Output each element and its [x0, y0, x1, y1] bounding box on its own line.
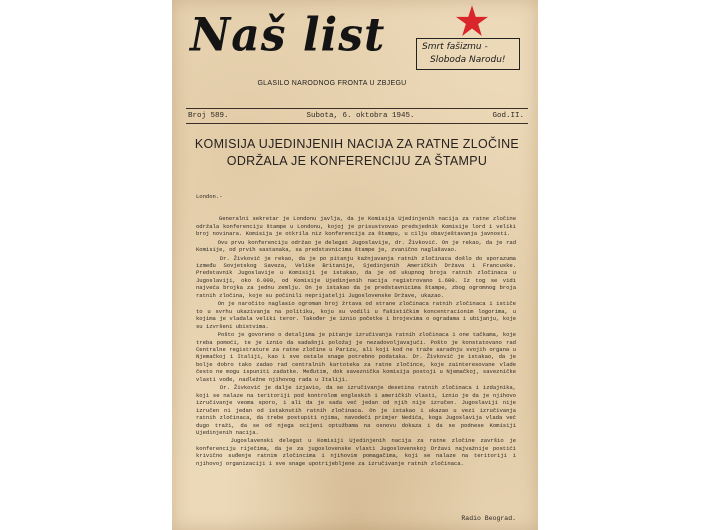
issue-date: Subota, 6. oktobra 1945. [306, 112, 415, 120]
article-paragraph: Ovu prvu konferenciju održao je delegat Jugoslavije, dr. Živković. On je rekao, da je rad Komisije, od prvih sastanaka, sa predstavnicima štampe je, zvanično naglašavao. [196, 238, 520, 254]
slogan-line-1: Smrt fašizmu - [422, 42, 488, 52]
article-body [196, 178, 520, 482]
article-paragraph: Generalni sekretar je Londonu javlja, da je Komisija Ujedinjenih nacija za ratne zločine održala konferenciju štampe u Londonu, kojoj je prisustvovao predsjednik Komisije lord i veliki broj novinara. Komisija je otkrila niz konferencija za štampu, u cilju obavještavanja javnosti. [196, 215, 520, 238]
newspaper-page [172, 0, 538, 530]
article-signature: Radio Beograd. [461, 515, 516, 522]
article-paragraph: Dr. Živković je rekao, da je po pitanju kažnjavanja ratnih zločinaca došlo do sporazuma između Sovjetskog Saveza, Velike Britanije, Sjedinjenih Američkih Država i Francuske. Predstavnik Jugoslavije u Komisiji je istakao, da je od ukupnog broja ratnih zločinaca u Jugoslaviji, oko 6.000, od Komisije Ujedinjenih nacija registrovano 1.600. Iz tog se vidi najveća brojka za jednu zemlju. On je istakao da je predstavnicima štampe, zbog ogromnog broja ratnih zločina, koje su počinili neprijatelji Jugoslovenske Države, ukazao. [196, 254, 520, 299]
headline-line-2: ODRŽALA JE KONFERENCIJU ZA ŠTAMPU [226, 154, 488, 168]
issue-info-row [188, 112, 524, 120]
issue-volume: God.II. [492, 112, 524, 120]
article-paragraph: Pošto je govoreno o detaljima je pitanje izručivanja ratnih zločinaca i one tačkama, koje treba pomoći, te je iznio da sadašnji položaj je nezadovoljavajući. Pošto je konstatovano rad Centralne registrature za ratne zločine u Parizu, ali koji kod ne traže saradnju svojih organa u Njemačkoj i Italiji, kao i sve ostale snage potrebno podataka. Dr. Živković je istakao, da je bolje dobro tako zadao rad centralnih kartoteka za ratne zločince, koje zainteresovane vlade često ne mogu ispuniti zadatke. Međutim, dok saveznička komisija postoji u Njemačkoj, savezničke vlasti vođe, nadležne njihovog rada u Italiji. [196, 331, 520, 383]
article-dateline: London.- [196, 192, 223, 200]
divider-top [186, 108, 528, 109]
slogan-line-2: Sloboda Narodu! [430, 55, 506, 65]
issue-number: Broj 589. [188, 112, 229, 120]
article-paragraph: Dr. Živković je dalje izjavio, da se izručivanje desetina ratnih zločinaca i izdajnika, koji se nalaze na teritoriji pod kontrolom engleskih i američkih vlasti, iznio je da je njihovo izručivanje veoma sporo, i ali da je sada već jedan od njih nije izručen. Jugoslaviji nije izručen ni jedan od istaknutih ratnih zločinaca. On je istakao i ukazao u vezi izručivanja ratnih zločinaca, da trebe postupiti njima, navodeći primjer Nedića, koga Jugoslavija vlada već dugo traži, da se od njega ocijeni optužbama na osnovu dokaza i da se podnese Komisiji Ujedinjenih nacija. [196, 384, 520, 436]
divider-bottom [186, 123, 528, 124]
article-paragraph: Jugoslavenski delegat u Komisiji Ujedinjenih nacija za ratne zločine završio je konferenciju riječima, da je za jugoslovenske vlasti Jugoslovenskoj Državi najvažnije postići krivično suđenje ratnim zločincima i njihovim pomagačima, koji se nalaze na teritoriji i njihovoj organizaciji i sve snage upotrijebljene za izručivanje ratnih zločinaca. [196, 437, 520, 467]
masthead-title: Naš list [190, 8, 386, 63]
article-paragraphs [196, 215, 520, 467]
article-headline [180, 136, 534, 170]
headline-line-1: KOMISIJA UJEDINJENIH NACIJA ZA RATNE ZLOČINE [194, 137, 520, 151]
article-paragraph: On je naročito naglasio ogroman broj žrtava od strane zločinaca ratnih zločinaca i ističe to u svrhu ukazivanja na politiku, koju su vodili u fašističkim koncentracionim logorima, u kojima je vladala veliki teror. Također je iznio početke i brojevima o ogradama i ubijanju, koje su izvršeni ubistvima. [196, 300, 520, 330]
red-star-icon [455, 4, 489, 38]
slogan-box [416, 38, 520, 70]
masthead-subtitle: GLASILO NARODNOG FRONTA U ZBJEGU [257, 80, 407, 87]
